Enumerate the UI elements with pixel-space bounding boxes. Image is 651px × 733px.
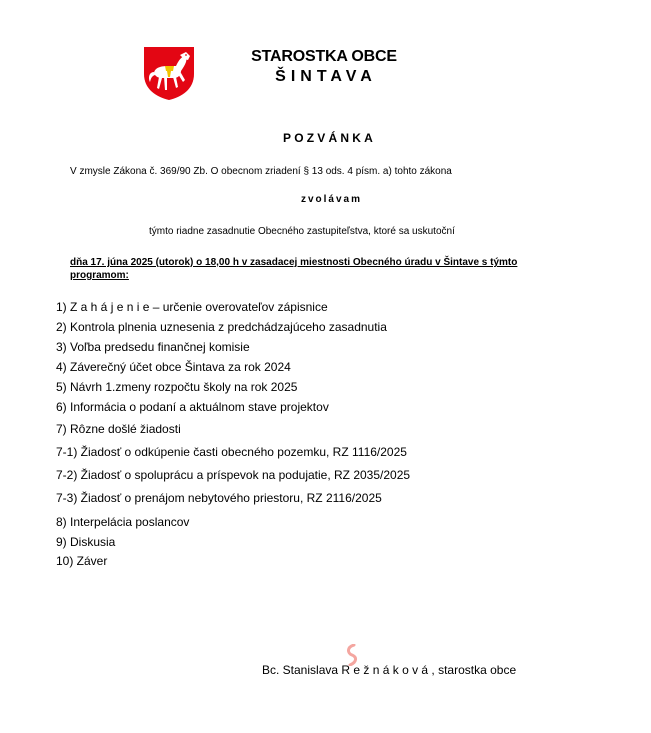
agenda-item: 7-2) Žiadosť o spoluprácu a príspevok na podujatie, RZ 2035/2025 xyxy=(56,468,411,482)
agenda-item: 4) Záverečný účet obce Šintava za rok 2024 xyxy=(56,360,291,374)
agenda-item: 3) Voľba predsedu finančnej komisie xyxy=(56,340,250,354)
agenda-item: 6) Informácia o podaní a aktuálnom stave projektov xyxy=(56,400,329,414)
document-title: POZVÁNKA xyxy=(283,131,376,145)
agenda-item: 10) Záver xyxy=(56,554,108,568)
agenda-item: 7) Rôzne došlé žiadosti xyxy=(56,422,181,436)
agenda-item: 5) Návrh 1.zmeny rozpočtu školy na rok 2025 xyxy=(56,380,298,394)
agenda-item: 8) Interpelácia poslancov xyxy=(56,515,190,529)
header-title: STAROSTKA OBCE xyxy=(251,48,397,65)
header-municipality: ŠINTAVA xyxy=(275,68,377,85)
coat-of-arms-logo xyxy=(140,44,198,102)
signature-line: Bc. Stanislava R e ž n á k o v á , starostka obce xyxy=(262,663,517,677)
agenda-item: 7-3) Žiadosť o prenájom nebytového priestoru, RZ 2116/2025 xyxy=(56,491,382,505)
agenda-item: 1) Z a h á j e n i e – určenie overovateľov zápisnice xyxy=(56,300,328,314)
convene-heading: zvolávam xyxy=(300,194,363,205)
meeting-announcement: týmto riadne zasadnutie Obecného zastupiteľstva, ktoré sa uskutoční xyxy=(149,226,455,237)
agenda-item: 2) Kontrola plnenia uznesenia z predchádzajúceho zasadnutia xyxy=(56,320,387,334)
agenda-item: 7-1) Žiadosť o odkúpenie časti obecného pozemku, RZ 1116/2025 xyxy=(56,445,407,459)
agenda-item: 9) Diskusia xyxy=(56,535,116,549)
legal-basis-text: V zmysle Zákona č. 369/90 Zb. O obecnom zriadení § 13 ods. 4 písm. a) tohto zákona xyxy=(70,166,452,177)
document-header xyxy=(244,47,404,87)
meeting-date-line: dňa 17. júna 2025 (utorok) o 18,00 h v zasadacej miestnosti Obecného úradu v Šintave s týmto programom: xyxy=(70,257,518,281)
